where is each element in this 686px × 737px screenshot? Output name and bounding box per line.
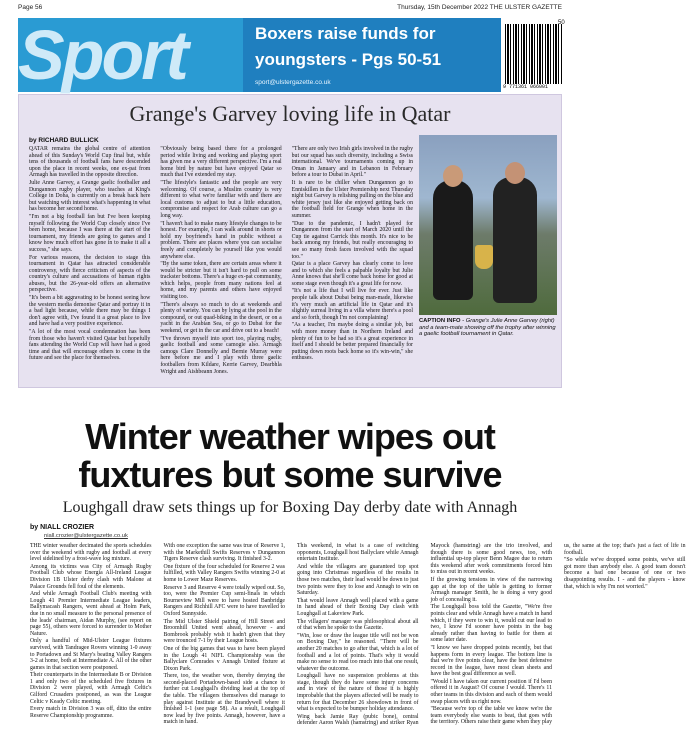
trophy-icon (475, 245, 493, 269)
paragraph: Their counterparts in the Intermediate B or Division 1 and only two of the scheduled five fixtures in Division 2 were played, with Armagh Celtic's Gilford Crusaders postponed, as was the League Celtic v Keady Celtic meeting. (30, 672, 152, 705)
paragraph: "The lifestyle's fantastic and the people are very welcoming. Of course, a Muslim country is very different to what we're familiar with and there are local customs to adjust to but a little education, compromise and respect for Arab culture can go a long way. (160, 179, 282, 219)
page-number: Page 56 (18, 4, 43, 11)
paragraph: The Loughgall boss told the Gazette, "We're five points clear and while Annagh have a match in hand which, if they were to win it, would cut our lead to two, I know I'd sooner have points in the bag already rather than having to battle for them at some later date. (430, 604, 552, 644)
paragraph: For various reasons, the decision to stage this tournament in Qatar has attracted considerable controversy, with fierce criticism of aspects of the country's culture and accusations of human rights abuses, but the 26-year-old offers an alternative perspective. (29, 254, 151, 294)
promo-line-1: Boxers raise funds for (255, 24, 436, 43)
paragraph: "I know we have dropped points recently, but that happens form in every league. The bottom line is that we're five points clear, have the best defensive record in the league, have most clean sheets and have the best goal difference as well. (430, 644, 552, 678)
barcode (505, 24, 562, 84)
player-right-head (505, 162, 525, 184)
story2-email-link[interactable]: niall.crozier@ulstergazette.co.uk (44, 533, 128, 539)
player-right (493, 177, 537, 303)
paragraph: Loughgall have no suspension problems at this stage, though they do have some injury concerns and in view of the nature of those it is highly improbable that the players affected will be ready to return for that December 26 showdown in front of what is expected to be bumper holiday attendance. (297, 673, 419, 713)
paragraph: Only a handful of Mid-Ulster League fixtures survived, with Tandragee Rovers winning 1-0 away to Portadown and St Mary's beating Valley Rangers 3-2 at home, both at Intermediate A. All of the other games in that section were postponed. (30, 638, 152, 671)
story1-body (29, 146, 413, 382)
paragraph: "There are only two Irish girls involved in the rugby but our squad has such diversity, including a Swiss international. We've tournaments coming up in Oman in January and in Lebanon in February before a tour to Dubai in April." (291, 146, 413, 179)
paragraph: And while Armagh Football Club's meeting with Lough 41 Premier Intermediate League leaders, Ballymacash Rangers, went ahead at Holm Park, due in no small measure to the personal presence of the leads' chairman, Aidan Murphy, (see report on page 55), others were forced to surrender to Mother Nature. (30, 591, 152, 637)
caption-label: CAPTION INFO (419, 318, 461, 324)
caption-text: - Grange's Julie Anne Garvey (right) and a team-mate showing off the trophy after winning a gaelic football tournament in Qatar. (419, 318, 556, 338)
sport-email-link[interactable]: sport@ulstergazette.co.uk (255, 79, 331, 86)
paragraph: The Mid Ulster Shield pairing of Hill Street and Broomhill United went ahead, however - and Bombrook probably wish it hadn't given that they were trounced 7-1 by their League hosts. (163, 618, 285, 645)
promo-panel[interactable] (243, 18, 501, 92)
paragraph: "I've thrown myself into sport too, playing rugby, gaelic football and some camogie also. Armagh camogs Clare Donnelly and Bernie Murray were here before me and I play with three gaelic footballers from Kildare, Kerrie Garvey, Dearbhla Wright and Aishbeann Jones. (160, 335, 282, 375)
paragraph: "It's been a bit aggravating to be honest seeing how the western media demonise Qatar and portray it in a bad light because, while there may be things I don't agree with, I've found it a great place to live and have had a very positive experience. (29, 295, 151, 328)
paragraph: "Because we're top of the table we know we're the team everybody else wants to beat, that goes with the territory. Others raise their game when they play us, the same at the top; that's just a fact of life in football. (430, 543, 686, 726)
story2-subheadline: Loughgall draw sets things up for Boxing Day derby date with Annagh (62, 499, 518, 516)
paragraph: "Would I have taken our current position if I'd been offered it in August? Of course I would. There's 11 other teams in this division and each of them would swap places with us right now. (430, 678, 552, 705)
promo-line-2: youngsters - Pgs 50-51 (255, 50, 442, 69)
paragraph: With one exception the same was true of Reserve 1, with the Markethill Swifts Reserves v Dungannon Tigers Reserve clash surviving. It finished 3-2. (163, 543, 285, 563)
dateline: Thursday, 15th December 2022 THE ULSTER GAZETTE (397, 4, 562, 11)
paragraph: "It's not a life that I will live for ever. Just like people talk about Dubai being man-made, likewise it's very much an artificial life in Qatar and it's slightly surreal living in a villa where there's a pool and so forth, though I'm not complaining! (291, 288, 413, 321)
paragraph: QATAR remains the global centre of attention ahead of this Sunday's World Cup final but, while tens of thousands of football fans have descended upon the place in recent weeks, one ex-pat from Armagh has travelled in the opposite direction. (29, 146, 151, 179)
paragraph: That would leave Annagh well placed with a game in hand ahead of their Boxing Day clash with Loughgall at Lakeview Park. (297, 597, 419, 617)
paragraph: There, too, the weather won, thereby denying the second-placed Portadown-based side a chance to further cut Loughgall's dividing lead at the top of the table. The villagers themselves did manage to play against Institute at the Brandywell where it finished 1-1 (see page 58). As a result, Loughgall now lead by five points. Annagh, however, have a match in hand. (163, 673, 285, 726)
paragraph: It is rare to be chiller when Dungannon go to Enniskillen in the Ulster Premiership next Thursday night but Garvey is relishing pulling on the blue and white jersey just like she enjoyed getting back on the football field for Grange when home in the summer. (291, 179, 413, 219)
paragraph: Reserve 3 and Reserve 4 were totally wiped out. So, too, were the Premier Cup semi-finals in which Bourneview Mill were to have hosted Banbridge Rangers and Richhill AFC were to have travelled to Oxford Sunnyside. (163, 584, 285, 617)
paragraph: "A lot of the most vocal condemnation has been from those who haven't visited Qatar but hopefully fans attending the World Cup will have had a good time and that will encourage others to come in the future and see the place for themselves. (29, 329, 151, 362)
photo-caption (419, 318, 559, 338)
story1-photo (419, 135, 557, 315)
paragraph: "I'm not a big football fan but I've been keeping myself following the World Cup closely since I've been home, because I was there at the start of the tournament, my friends are going to games and I know how much effort has gone in to make it all a success," she says. (29, 213, 151, 253)
paragraph: Among its victims was City of Armagh Rugby Football Club whose Energia All-Ireland League Division 1B Ulster derby clash with Malone at Palace Grounds fell foul of the elements. (30, 563, 152, 590)
page-header-bar (18, 4, 562, 16)
paragraph: Qatar is a place Garvey has clearly come to love and to which she feels a palpable loyalty but Julie Anne knows that she'll come back home for good at some stage even though it's a great life for now. (291, 261, 413, 287)
paragraph: "So while we've dropped some points, we've still got more than anybody else. A good team doesn't become a bad one because of one or two disappointing results. I - and the players - know that, which is why I'm not worried." (564, 557, 686, 590)
paragraph: The villagers' manager was philosophical about all of that when he spoke to the Gazette. (297, 618, 419, 632)
paragraph: "By the same token, there are certain areas where it would be stricter but it isn't hard to pull on some trackster bottoms. There's a huge ex-pat community, which helps, people from many nations feel at home, and my parents and others have enjoyed visiting too. (160, 261, 282, 301)
paragraph: And while the villagers are guaranteed top spot going into Christmas regardless of the results in those two matches, their lead would be down to just two points were they to lose and Annagh to win on Saturday. (297, 563, 419, 597)
paragraph: "There's always so much to do at weekends and plenty of variety. You can by lying at the pool in the compound, or out quad-biking in the desert, or on a yacht in the Arabian Sea, or go to Dubai for the weekend, or get in the car and drive out to a beach! (160, 301, 282, 335)
paragraph: "Due to the pandemic, I hadn't played for Dungannon from the start of March 2020 until the Cup tie against Carrick this month. It's nice to be back among my friends, but really encouraging to see so many fresh faces involved with the squad too." (291, 220, 413, 260)
story1-headline: Grange's Garvey loving life in Qatar (129, 101, 451, 126)
paragraph: Julie Anne Garvey, a Grange gaelic footballer and Dungannon rugby player, who teaches at King's College in Doha, is currently on a break back here but watching with interest what's happening in what has become her second home. (29, 179, 151, 213)
paragraph: One of the big games that was to have been played in the Lough 41 NIFL Championship was the Ballyclare Comrades v Annagh United fixture at Dixon Park. (163, 645, 285, 672)
section-title: Sport (18, 16, 186, 94)
story2-body (30, 543, 686, 729)
player-left-head (443, 165, 463, 187)
paragraph: One fixture of the four scheduled for Reserve 2 was fulfilled, with Valley Rangers Swifts winning 2-0 at home to Lower Maze Reserves. (163, 563, 285, 583)
paragraph: THE winter weather decimated the sports schedules over the weekend with rugby and football at every level sidelined by a frost-wave log mixture. (30, 543, 152, 563)
paragraph: "As a teacher, I'm maybe doing a similar job, but with more money than in Northern Ireland and plenty of fun to be had so it's a great experience in itself and I should be better prepared financially for putting down roots back home so it's win-win," she enthuses. (291, 322, 413, 362)
paragraph: Wing back Jamie Ray (pubic bone), central defender Aaron Walsh (hamstring) and striker Ryan Mayock (hamstring) are the trio involved, and though there is some good news, too, with influential up-top player Benn Magee due to return this weekend after work commitments forced him to miss out in recent weeks. (297, 543, 552, 727)
story2-headline-line-2: fuxtures but some survive (78, 454, 502, 495)
paragraph: "Win, lose or draw the league title will not be won on Boxing Day," he reasoned. "There will be another 20 matches to go after that, which is a lot of football and a lot of points. That's why it would make no sense to read too much into that one result, whatever the outcome. (297, 632, 419, 672)
player-left (433, 180, 473, 300)
paragraph: "I haven't had to make many lifestyle changes to be honest. For example, I can walk around in shorts or hold my boyfriend's hand in public without a problem. There are places where you can socialise freely and completely be yourself like you would anywhere else. (160, 220, 282, 260)
paragraph: Every match in Division 3 was off, ditto the entire Reserve Championship programme. (30, 706, 152, 719)
story2-byline: by NIALL CROZIER (30, 524, 95, 531)
paragraph: If the growing tensions in view of the narrowing gap at the top of the table is getting to former Armagh manager Smith, he is doing a very good job of concealing it. (430, 576, 552, 603)
barcode-number: 9 771361 066001 (503, 84, 549, 90)
sport-masthead (18, 16, 565, 94)
issue-number: 50 (558, 20, 565, 26)
paragraph: "Obviously being based there for a prolonged period while living and working and playing sport has given me a very different perspective. I'm a real home bird by nature but have enjoyed Qatar so much that I've extended my stay. (160, 146, 282, 179)
garvey-story (18, 94, 562, 388)
paragraph: This weekend, in what is a case of switching opponents, Loughgall host Ballyclare while Annagh entertain Institute. (297, 543, 419, 563)
story2-headline-line-1: Winter weather wipes out (85, 416, 495, 457)
story1-byline: by RICHARD BULLICK (29, 137, 99, 144)
